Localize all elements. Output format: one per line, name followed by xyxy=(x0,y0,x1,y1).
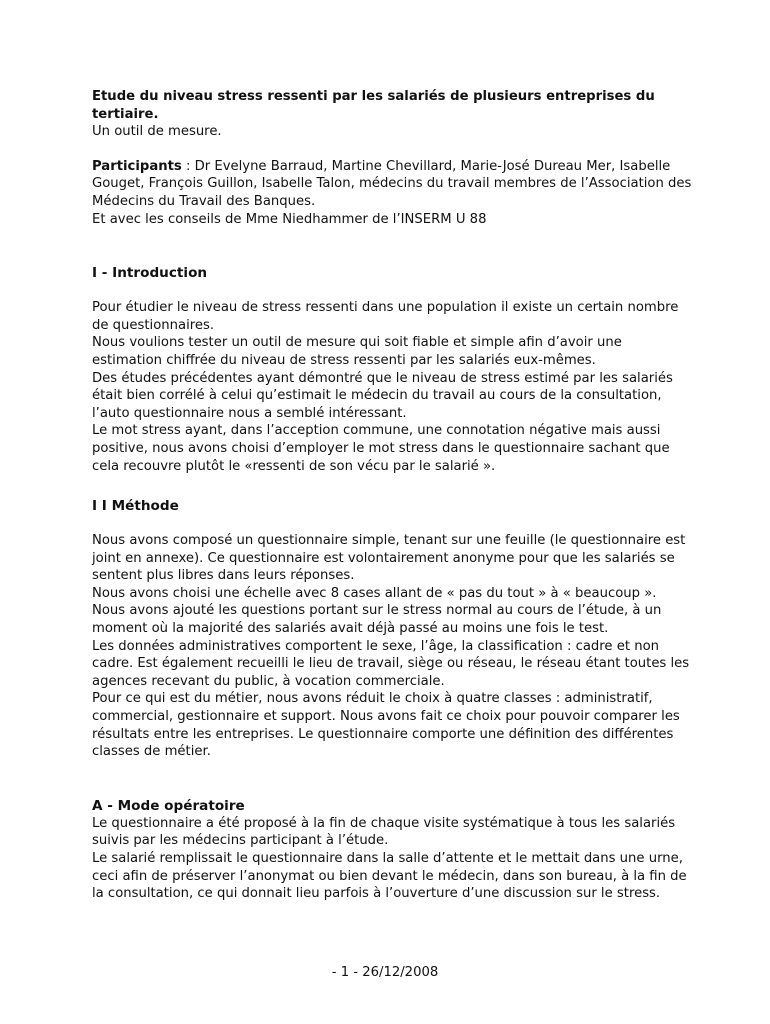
methode-paragraph: Nous avons choisi une échelle avec 8 cases allant de « pas du tout » à « beaucoup ». xyxy=(92,585,657,601)
introduction-body xyxy=(92,299,692,475)
methode-paragraph: Pour ce qui est du métier, nous avons réduit le choix à quatre classes : administratif, commercial, gestionnaire et support. Nous avons fait ce choix pour pouvoir comparer les résultats entre les entreprises. Le questionnaire comporte une définition des différentes classes de métier. xyxy=(92,691,680,760)
document-title-line-2: tertiaire. xyxy=(92,106,159,122)
methode-paragraph: Nous avons ajouté les questions portant sur le stress normal au cours de l’étude, à un moment où la majorité des salariés avait déjà passé au moins une fois le test. xyxy=(92,603,662,637)
introduction-heading: I - Introduction xyxy=(92,265,208,282)
document-subtitle: Un outil de mesure. xyxy=(92,124,222,140)
methode-body xyxy=(92,532,692,761)
introduction-paragraph: Le mot stress ayant, dans l’acception commune, une connotation négative mais aussi positive, nous avons choisi d’employer le mot stress dans le questionnaire sachant que cela recouvre plutôt le «ressenti de son vécu par le salarié ». xyxy=(92,423,670,474)
methode-heading: I I Méthode xyxy=(92,498,179,515)
introduction-paragraph: Pour étudier le niveau de stress ressenti dans une population il existe un certain nombre de questionnaires. xyxy=(92,300,679,333)
introduction-paragraph: Des études précédentes ayant démontré que le niveau de stress estimé par les salariés était bien corrélé à celui qu’estimait le médecin du travail au cours de la consultation, l’auto questionnaire nous a semblé intéressant. xyxy=(92,370,673,421)
introduction-paragraph: Nous voulions tester un outil de mesure qui soit fiable et simple afin d’avoir une estimation chiffrée du niveau de stress ressenti par les salariés eux-mêmes. xyxy=(92,335,622,368)
page-footer: - 1 - 26/12/2008 xyxy=(331,965,439,980)
participants-label: Participants xyxy=(92,158,182,174)
mode-operatoire-body xyxy=(92,815,692,903)
mode-operatoire-heading: A - Mode opératoire xyxy=(92,797,245,814)
participants-advice: Et avec les conseils de Mme Niedhammer de l’INSERM U 88 xyxy=(92,211,487,227)
methode-paragraph: Les données administratives comportent le sexe, l’âge, la classification : cadre et non cadre. Est également recueilli le lieu de travail, siège ou réseau, le réseau étant toutes les agences recevant du public, à vocation commerciale. xyxy=(92,638,690,689)
document-title-line-1: Etude du niveau stress ressenti par les salariés de plusieurs entreprises du xyxy=(92,89,655,104)
mode-operatoire-paragraph: Le salarié remplissait le questionnaire dans la salle d’attente et le mettait dans une urne, ceci afin de préserver l’anonymat ou bien devant le médecin, dans son bureau, à la fin de la consultation, ce qui donnait lieu parfois à l’ouverture d’une discussion sur le stress. xyxy=(92,851,687,902)
participants-paragraph xyxy=(92,158,692,211)
document-page xyxy=(92,88,692,903)
mode-operatoire-paragraph: Le questionnaire a été proposé à la fin de chaque visite systématique à tous les salariés suivis par les médecins participant à l’étude. xyxy=(92,815,676,849)
methode-paragraph: Nous avons composé un questionnaire simple, tenant sur une feuille (le questionnaire est joint en annexe). Ce questionnaire est volontairement anonyme pour que les salariés se sentent plus libres dans leurs réponses. xyxy=(92,533,686,584)
participants-text: : Dr Evelyne Barraud, Martine Chevillard, Marie-José Dureau Mer, Isabelle Gouget, François Guillon, Isabelle Talon, médecins du travail membres de l’Association des Médecins du Travail des Banques. xyxy=(92,158,692,209)
